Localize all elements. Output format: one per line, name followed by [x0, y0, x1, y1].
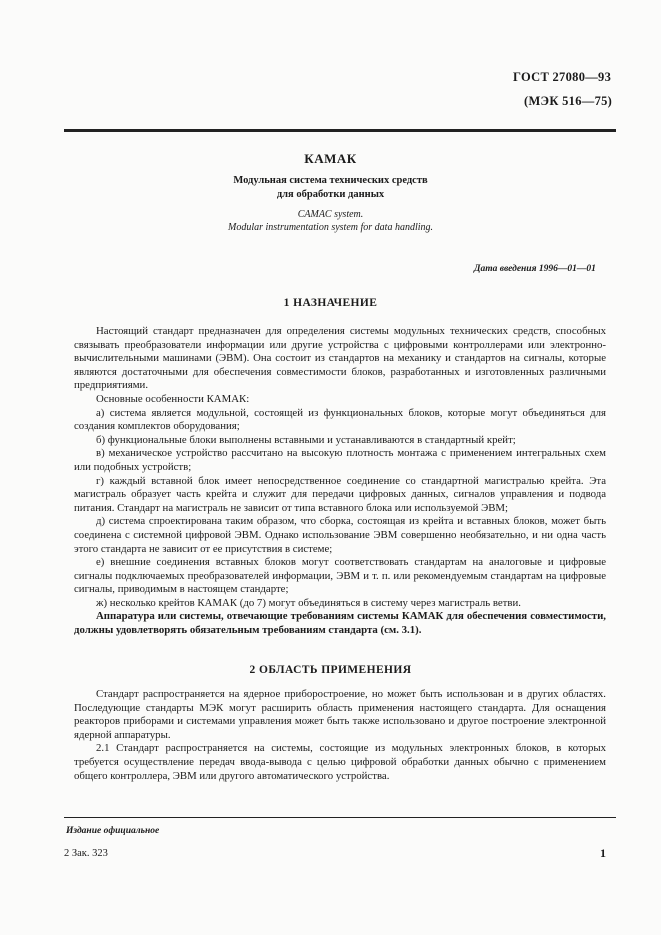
page-number: 1	[600, 846, 606, 860]
subtitle-line-1: Модульная система технических средств	[233, 175, 428, 186]
official-edition-note: Издание официальное	[66, 826, 160, 836]
list-item: в) механическое устройство рассчитано на высокую плотность монтажа с применением интегральных схем или подобных устройств;	[74, 447, 606, 473]
list-item: б) функциональные блоки выполнены вставными и устанавливаются в стандартный крейт;	[96, 433, 516, 446]
order-number: 2 Зак. 323	[64, 848, 108, 859]
section-1-body	[74, 325, 606, 638]
list-item: а) система является модульной, состоящей из функциональных блоков, которые могут объединяться для создания комплектов оборудования;	[74, 406, 606, 433]
document-title: КАМАК	[304, 151, 357, 166]
section-2-heading: 2 ОБЛАСТЬ ПРИМЕНЕНИЯ	[249, 664, 412, 676]
section-1-heading: 1 НАЗНАЧЕНИЕ	[283, 297, 378, 309]
list-item: д) система спроектирована таким образом, что сборка, состоящая из крейта и вставных блоков, может быть соединена с системной цифровой ЭВМ. Однако использование ЭВМ совершенно необязательно, и ни одна часть этого стандарта не зависит от ее присутствия в системе;	[74, 515, 606, 555]
compliance-paragraph: Аппаратура или системы, отвечающие требованиям системы КАМАК для обеспечения совместимости, должны удовлетворять обязательным требованиям стандарта (см. 3.1).	[74, 610, 606, 637]
list-item: ж) несколько крейтов КАМАК (до 7) могут объединяться в систему через магистраль ветви.	[96, 596, 521, 609]
list-item: г) каждый вставной блок имеет непосредственное соединение со стандартной магистралью крейта. Эта магистраль образует часть крейта и служит для передачи цифровых данных, сигналов управления и подвода питания. Стандарт на магистраль не зависит от типа вставного блока или используемой ЭВМ;	[74, 474, 606, 514]
document-subtitle	[0, 174, 661, 202]
top-divider	[64, 129, 616, 132]
english-title	[0, 208, 661, 234]
english-title-line-2: Modular instrumentation system for data handling.	[228, 222, 433, 233]
iec-number: (МЭК 516—75)	[524, 94, 613, 108]
paragraph: Настоящий стандарт предназначен для определения системы модульных технических средств, способных связывать преобразователи информации или другие устройства с цифровыми контроллерами или электронно-вычислительными машинами (ЭВМ). Она состоит из стандартов на механику и стандартов на сигналы, которые являются достаточными для обеспечения совместимости блоков, разработанных и изготовленных различными предприятиями.	[74, 325, 606, 392]
subtitle-line-2: для обработки данных	[276, 189, 385, 200]
list-item: е) внешние соединения вставных блоков могут соответствовать стандартам на аналоговые и цифровые сигналы подключаемых преобразователей информации, ЭВМ и т. п. или рекомендуемым стандартам на цифровые сигналы, приводимым в настоящем стандарте;	[74, 556, 606, 596]
document-number: ГОСТ 27080—93	[513, 70, 612, 84]
paragraph: 2.1 Стандарт распространяется на системы, состоящие из модульных электронных блоков, в которых требуется осуществление передач ввода-вывода с целью цифровой обработки данных обычно с применением общего контроллера, ЭВМ или другого автоматического устройства.	[74, 742, 606, 782]
section-2-body	[74, 688, 606, 783]
footnote-divider	[64, 817, 616, 818]
english-title-line-1: CAMAC system.	[297, 209, 364, 220]
introduction-date: Дата введения 1996—01—01	[474, 264, 596, 274]
paragraph: Стандарт распространяется на ядерное приборостроение, но может быть использован и в других областях. Последующие стандарты МЭК могут расширить область применения настоящего стандарта. Для оснащения реакторов приборами и системами управления может быть также использовано и другое построение электронной ядерной аппаратуры.	[74, 688, 606, 741]
paragraph: Основные особенности КАМАК:	[96, 392, 250, 405]
